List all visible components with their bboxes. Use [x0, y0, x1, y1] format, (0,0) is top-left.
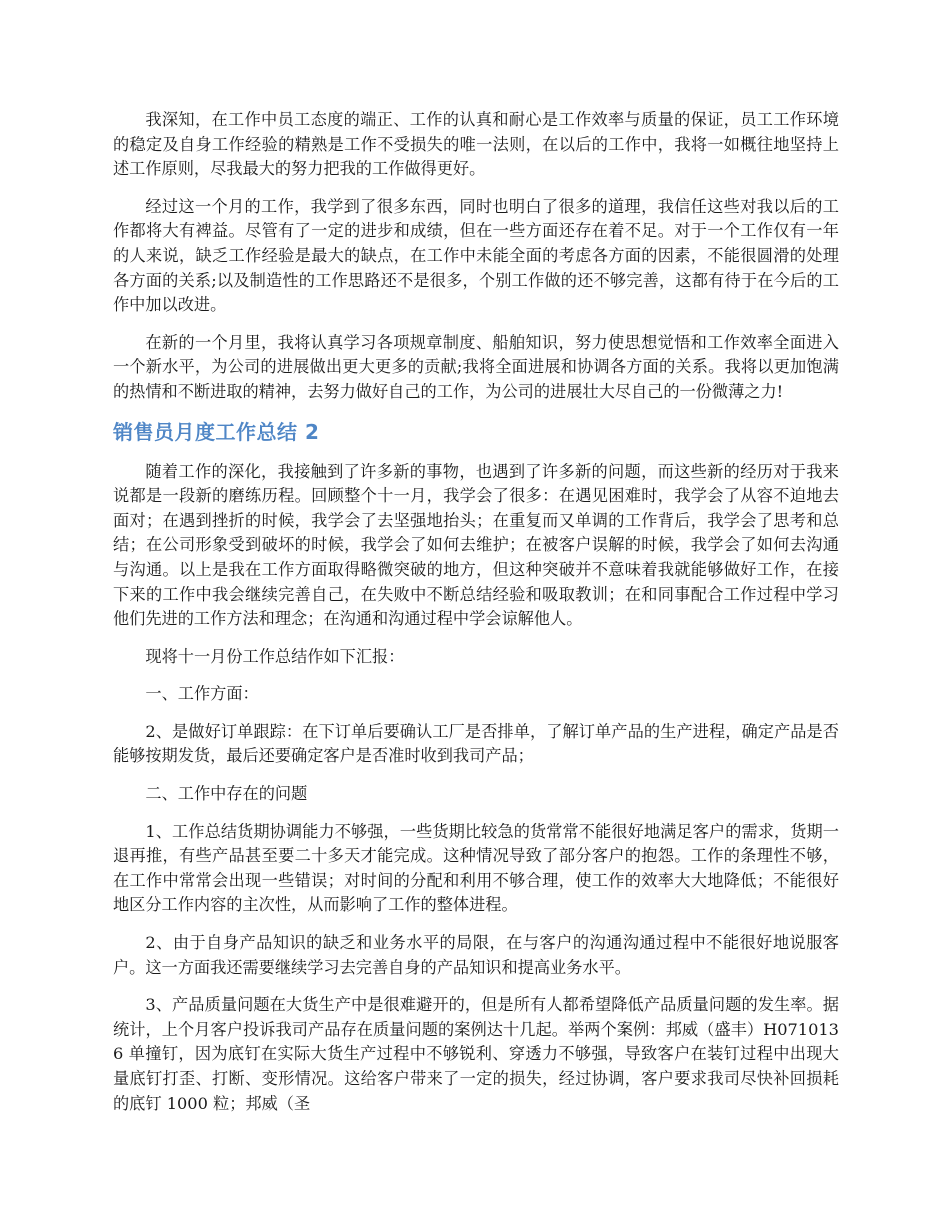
body-paragraph: 现将十一月份工作总结作如下汇报： — [145, 646, 405, 666]
body-paragraph: 二、工作中存在的问题 — [145, 784, 308, 804]
document-page — [113, 108, 839, 1129]
body-paragraph: 一、工作方面： — [145, 684, 259, 704]
body-paragraph: 2、是做好订单跟踪：在下订单后要确认工厂是否排单，了解订单产品的生产进程，确定产品是否能够按期发货，最后还要确定客户是否准时收到我司产品； — [113, 721, 839, 766]
body-paragraph: 随着工作的深化，我接触到了许多新的事物，也遇到了许多新的问题，而这些新的经历对于我来说都是一段新的磨练历程。回顾整个十一月，我学会了很多：在遇见困难时，我学会了从容不迫地去面对；在遇到挫折的时候，我学会了去坚强地抬头；在重复而又单调的工作背后，我学会了思考和总结；在公司形象受到破坏的时候，我学会了如何去维护；在被客户误解的时候，我学会了如何去沟通与沟通。以上是我在工作方面取得略微突破的地方，但这种突破并不意味着我就能够做好工作，在接下来的工作中我会继续完善自己，在失败中不断总结经验和吸取教训；在和同事配合工作过程中学习他们先进的工作方法和理念；在沟通和沟通过程中学会谅解他人。 — [113, 461, 839, 629]
body-paragraph: 1、工作总结货期协调能力不够强，一些货期比较急的货常常不能很好地满足客户的需求，货期一退再推，有些产品甚至要二十多天才能完成。这种情况导致了部分客户的抱怨。工作的条理性不够，在工作中常常会出现一些错误；对时间的分配和利用不够合理，使工作的效率大大地降低；不能很好地区分工作内容的主次性，从而影响了工作的整体进程。 — [113, 821, 839, 915]
body-paragraph: 2、由于自身产品知识的缺乏和业务水平的局限，在与客户的沟通沟通过程中不能很好地说服客户。这一方面我还需要继续学习去完善自身的产品知识和提高业务水平。 — [113, 933, 839, 977]
body-paragraph: 3、产品质量问题在大货生产中是很难避开的，但是所有人都希望降低产品质量问题的发生率。据统计，上个月客户投诉我司产品存在质量问题的案例达十几起。举两个案例：邦威（盛丰）H0710136 单撞钉，因为底钉在实际大货生产过程中不够锐利、穿透力不够强，导致客户在装钉过程中出现大量底钉打歪、打断、变形情况。这给客户带来了一定的损失，经过协调，客户要求我司尽快补回损耗的底钉 1000 粒；邦威（圣 — [113, 995, 839, 1113]
body-paragraph: 我深知，在工作中员工态度的端正、工作的认真和耐心是工作效率与质量的保证，员工工作环境的稳定及自身工作经验的精熟是工作不受损失的唯一法则，在以后的工作中，我将一如概往地坚持上述工作原则，尽我最大的努力把我的工作做得更好。 — [113, 110, 839, 179]
section-heading: 销售员月度工作总结 2 — [113, 419, 320, 444]
body-paragraph: 经过这一个月的工作，我学到了很多东西，同时也明白了很多的道理，我信任这些对我以后的工作都将大有裨益。尽管有了一定的进步和成绩，但在一些方面还存在着不足。对于一个工作仅有一年的人来说，缺乏工作经验是最大的缺点，在工作中未能全面的考虑各方面的因素，不能很圆滑的处理各方面的关系;以及制造性的工作思路还不是很多，个别工作做的还不够完善，这都有待于在今后的工作中加以改进。 — [113, 196, 839, 315]
body-paragraph: 在新的一个月里，我将认真学习各项规章制度、船舶知识，努力使思想觉悟和工作效率全面进入一个新水平，为公司的进展做出更大更多的贡献;我将全面进展和协调各方面的关系。我将以更加饱满的热情和不断进取的精神，去努力做好自己的工作，为公司的进展壮大尽自己的一份微薄之力! — [113, 332, 839, 401]
